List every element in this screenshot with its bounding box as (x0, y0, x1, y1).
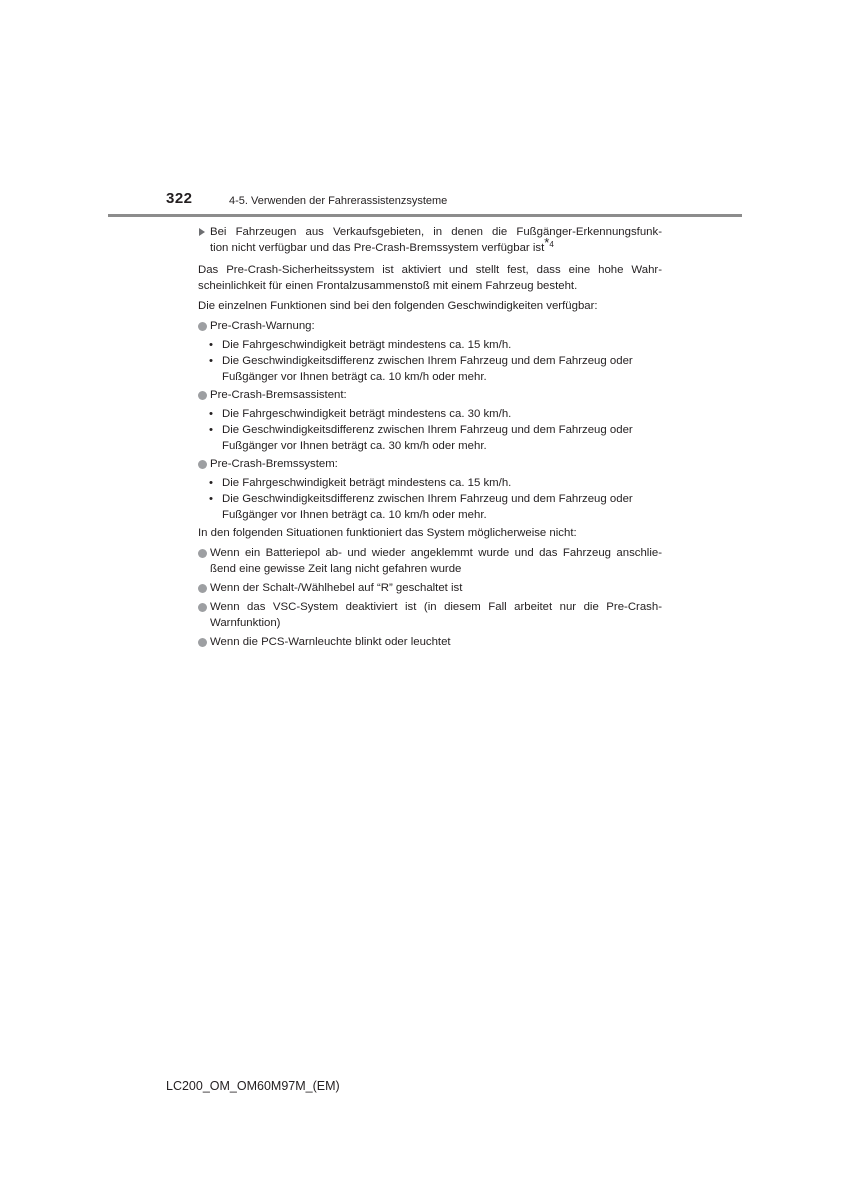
bullet-line: Die Fahrgeschwindigkeit beträgt mindestens ca. 15 km/h. (222, 477, 512, 489)
bullet-line: Fußgänger vor Ihnen beträgt ca. 10 km/h oder mehr. (222, 371, 487, 383)
condition-line: Warnfunktion) (210, 617, 281, 629)
function-bullet (198, 422, 662, 454)
bullet-line: Die Geschwindigkeitsdifferenz zwischen Ihrem Fahrzeug und dem Fahrzeug oder (222, 493, 633, 505)
bullet-line: Die Fahrgeschwindigkeit beträgt mindestens ca. 30 km/h. (222, 408, 512, 420)
function-title: Pre-Crash-Bremssystem: (210, 458, 338, 470)
dot-bullet-icon: • (209, 355, 213, 367)
function-bullet-list (198, 406, 662, 454)
triangle-bullet-icon (199, 228, 205, 236)
function-bullet (198, 475, 662, 491)
paragraph-limitations-intro: In den folgenden Situationen funktioniert das System möglicherweise nicht: (198, 527, 577, 539)
condition-item (198, 599, 662, 631)
bullet-line: Fußgänger vor Ihnen beträgt ca. 10 km/h oder mehr. (222, 509, 487, 521)
page-number: 322 (166, 190, 193, 207)
condition-line: Wenn die PCS-Warnleuchte blinkt oder leuchtet (210, 636, 451, 648)
function-title: Pre-Crash-Bremsassistent: (210, 389, 347, 401)
function-title: Pre-Crash-Warnung: (210, 320, 315, 332)
circle-bullet-icon (198, 584, 207, 593)
condition-line: Wenn ein Batteriepol ab- und wieder angeklemmt wurde und das Fahrzeug anschlie- (210, 547, 662, 559)
function-item (198, 318, 662, 334)
condition-line: Wenn das VSC-System deaktiviert ist (in diesem Fall arbeitet nur die Pre-Crash- (210, 601, 662, 613)
intro-line-2 (210, 235, 662, 256)
intro-line-1: Bei Fahrzeugen aus Verkaufsgebieten, in denen die Fußgänger-Erkennungsfunk- (210, 226, 662, 238)
dot-bullet-icon: • (209, 493, 213, 505)
bullet-line: Die Fahrgeschwindigkeit beträgt mindestens ca. 15 km/h. (222, 339, 512, 351)
paragraph-1-line-1: Das Pre-Crash-Sicherheitssystem ist aktiviert und stellt fest, dass eine hohe Wahr- (198, 264, 662, 276)
function-item (198, 456, 662, 472)
circle-bullet-icon (198, 322, 207, 331)
section-title: 4-5. Verwenden der Fahrerassistenzsysteme (229, 195, 448, 207)
function-bullet (198, 353, 662, 385)
function-bullet-list (198, 337, 662, 385)
circle-bullet-icon (198, 638, 207, 647)
circle-bullet-icon (198, 549, 207, 558)
footnote-mark: * (544, 235, 550, 250)
page-content (198, 224, 662, 653)
condition-line: Wenn der Schalt-/Wählhebel auf “R” geschaltet ist (210, 582, 463, 594)
footnote-number: 4 (549, 240, 554, 249)
bullet-line: Die Geschwindigkeitsdifferenz zwischen Ihrem Fahrzeug und dem Fahrzeug oder (222, 355, 633, 367)
dot-bullet-icon: • (209, 477, 213, 489)
paragraph-system-activation (198, 262, 662, 294)
circle-bullet-icon (198, 391, 207, 400)
bullet-line: Fußgänger vor Ihnen beträgt ca. 30 km/h oder mehr. (222, 440, 487, 452)
paragraph-1-line-2: scheinlichkeit für einen Frontalzusammenstoß mit einem Fahrzeug besteht. (198, 280, 578, 292)
paragraph-speed-intro: Die einzelnen Funktionen sind bei den folgenden Geschwindigkeiten verfügbar: (198, 300, 598, 312)
document-code: LC200_OM_OM60M97M_(EM) (166, 1079, 340, 1093)
footnote-reference (544, 235, 554, 250)
circle-bullet-icon (198, 460, 207, 469)
dot-bullet-icon: • (209, 339, 213, 351)
dot-bullet-icon: • (209, 424, 213, 436)
function-bullet (198, 337, 662, 353)
condition-item (198, 545, 662, 577)
bullet-line: Die Geschwindigkeitsdifferenz zwischen Ihrem Fahrzeug und dem Fahrzeug oder (222, 424, 633, 436)
dot-bullet-icon: • (209, 408, 213, 420)
function-bullet (198, 406, 662, 422)
intro-line-2-text: tion nicht verfügbar und das Pre-Crash-Bremssystem verfügbar ist (210, 242, 545, 254)
condition-item (198, 580, 662, 596)
function-bullet (198, 491, 662, 523)
circle-bullet-icon (198, 603, 207, 612)
header-rule (108, 214, 742, 217)
intro-item (198, 224, 662, 256)
condition-line: ßend eine gewisse Zeit lang nicht gefahren wurde (210, 563, 462, 575)
function-item (198, 387, 662, 403)
function-bullet-list (198, 475, 662, 523)
condition-item (198, 634, 662, 650)
